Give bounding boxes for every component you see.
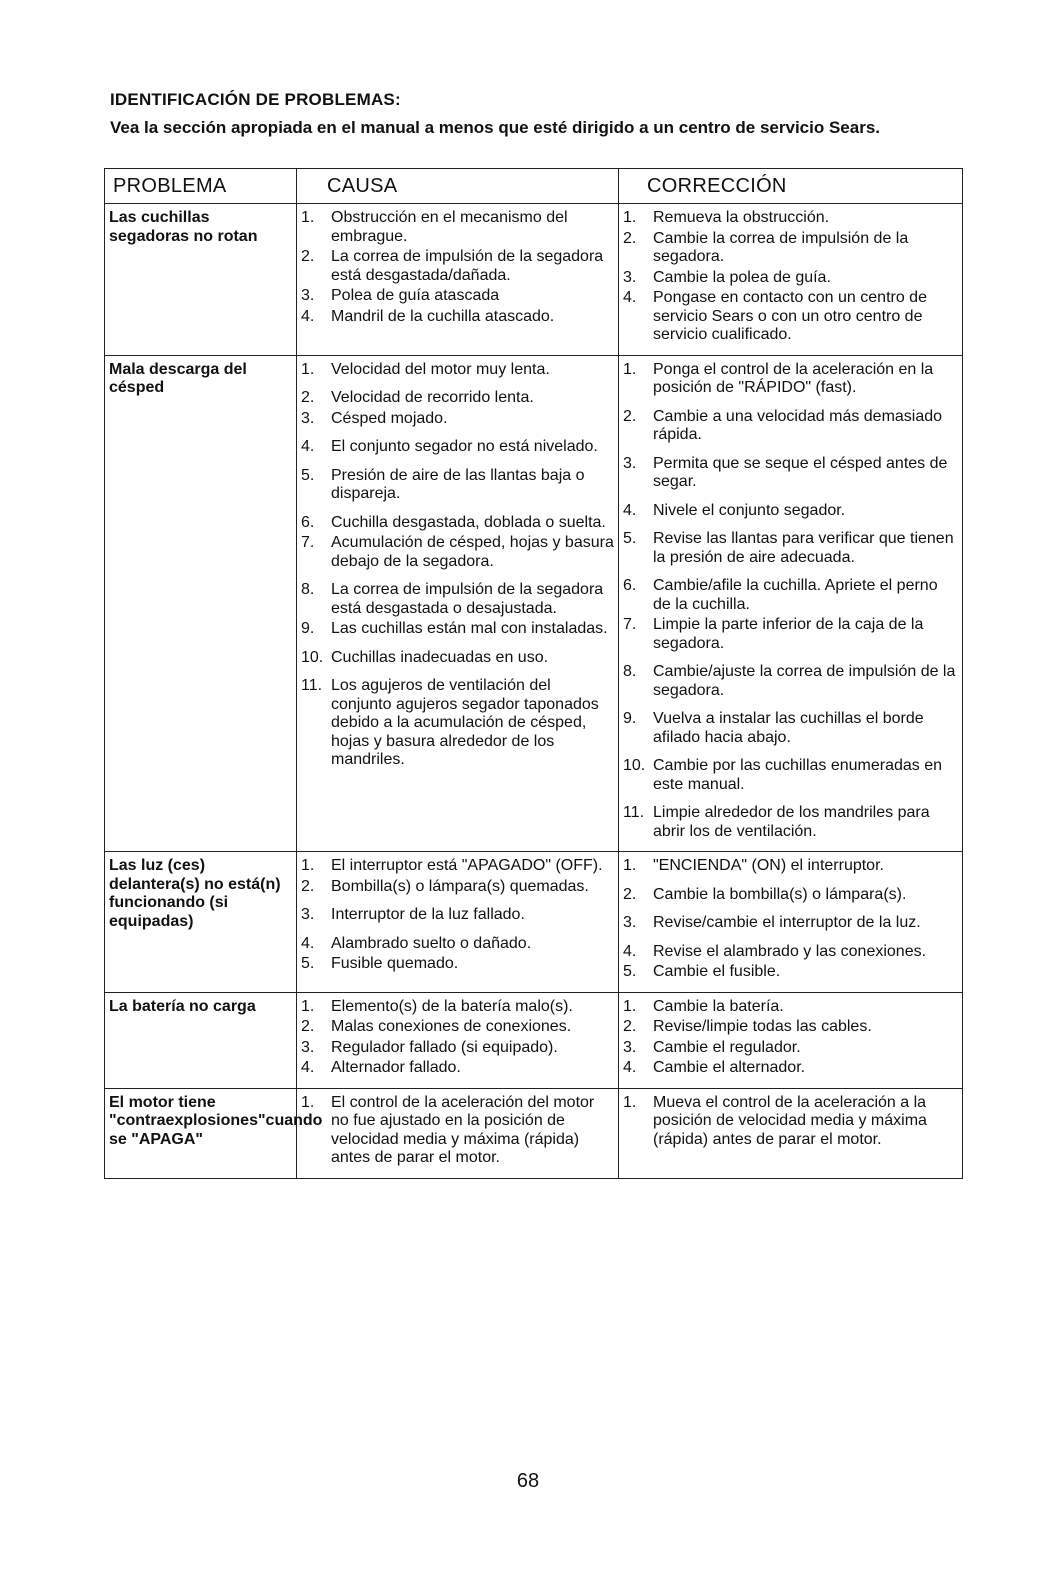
correction-list (623, 1094, 958, 1150)
table-row (105, 204, 963, 356)
list-item (623, 455, 958, 492)
item-number: 5. (623, 963, 637, 980)
cause-cell (297, 852, 619, 993)
item-text: Cambie la correa de impulsión de la segadora. (653, 229, 909, 265)
item-text: Cuchillas inadecuadas en uso. (331, 648, 549, 666)
correction-list (623, 857, 958, 982)
item-text: Las cuchillas están mal con instaladas. (331, 620, 608, 637)
item-number: 3. (301, 287, 315, 304)
list-item (301, 955, 614, 974)
item-text: Nivele el conjunto segador. (653, 501, 846, 519)
cause-cell (297, 1088, 619, 1178)
list-item (301, 878, 614, 897)
list-item (623, 963, 958, 982)
cause-list (301, 857, 614, 974)
header-cause: CAUSA (297, 169, 619, 204)
item-number: 11. (301, 677, 323, 694)
header-correction: CORRECCIÓN (619, 169, 963, 204)
item-number: 10. (301, 648, 324, 666)
list-item (623, 1018, 958, 1037)
list-item (623, 710, 958, 747)
list-item (623, 408, 958, 445)
list-item (301, 534, 614, 571)
item-number: 9. (301, 620, 315, 637)
problem-cell: Las luz (ces) delantera(s) no está(n) funcionando (si equipadas) (105, 852, 297, 993)
table-row (105, 852, 963, 993)
item-number: 2. (623, 407, 637, 425)
list-item (301, 438, 614, 457)
intro-text: Vea la sección apropiada en el manual a menos que esté dirigido a un centro de servicio Sears. (110, 118, 881, 137)
item-text: Alternador fallado. (331, 1059, 461, 1076)
list-item (301, 248, 614, 285)
cause-cell (297, 992, 619, 1088)
item-number: 2. (301, 248, 315, 265)
list-item (301, 410, 614, 429)
item-number: 5. (623, 530, 637, 547)
item-number: 4. (623, 289, 637, 306)
list-item (301, 677, 614, 770)
item-number: 1. (301, 209, 315, 226)
item-text: La correa de impulsión de la segadora está desgastada/dañada. (331, 248, 604, 284)
cause-cell (297, 355, 619, 852)
item-text: Cuchilla desgastada, doblada o suelta. (331, 513, 606, 531)
item-number: 2. (623, 885, 637, 903)
list-item (301, 308, 614, 327)
list-item (623, 230, 958, 267)
item-text: Cambie el alternador. (653, 1059, 806, 1076)
item-number: 10. (623, 757, 646, 774)
list-item (301, 998, 614, 1017)
item-text: Césped mojado. (331, 409, 448, 427)
item-number: 2. (301, 389, 315, 406)
correction-cell (619, 1088, 963, 1178)
item-number: 1. (623, 209, 637, 226)
item-text: Acumulación de césped, hojas y basura debajo de la segadora. (331, 534, 614, 570)
item-number: 5. (301, 466, 315, 484)
list-item (301, 620, 614, 639)
table-body (105, 204, 963, 1179)
item-text: Alambrado suelto o dañado. (331, 934, 532, 952)
item-number: 3. (301, 1038, 315, 1056)
item-text: Cambie el fusible. (653, 963, 781, 980)
item-text: Remueva la obstrucción. (653, 209, 830, 226)
list-item (623, 616, 958, 653)
item-text: Revise/limpie todas las cables. (653, 1018, 872, 1035)
item-text: Regulador fallado (si equipado). (331, 1038, 558, 1056)
cause-cell (297, 204, 619, 356)
item-text: Bombilla(s) o lámpara(s) quemadas. (331, 877, 589, 895)
cause-list (301, 998, 614, 1078)
table-row (105, 992, 963, 1088)
list-item (623, 530, 958, 567)
item-number: 1. (623, 360, 637, 378)
table-row (105, 355, 963, 852)
correction-cell (619, 852, 963, 993)
list-item (301, 857, 614, 876)
item-text: Cambie/afile la cuchilla. Apriete el perno de la cuchilla. (653, 577, 938, 613)
item-number: 1. (301, 857, 315, 874)
item-number: 3. (623, 1038, 637, 1056)
list-item (623, 361, 958, 398)
correction-list (623, 209, 958, 345)
correction-cell (619, 355, 963, 852)
list-item (301, 1018, 614, 1037)
list-item (623, 502, 958, 521)
item-number: 1. (623, 1093, 637, 1111)
problem-cell: El motor tiene "contraexplosiones"cuando se "APAGA" (105, 1088, 297, 1178)
item-number: 2. (623, 1018, 637, 1035)
list-item (301, 581, 614, 618)
item-text: Cambie la bombilla(s) o lámpara(s). (653, 885, 907, 903)
list-item (301, 389, 614, 408)
correction-list (623, 998, 958, 1078)
item-text: La correa de impulsión de la segadora está desgastada o desajustada. (331, 581, 604, 617)
list-item (301, 649, 614, 668)
item-number: 1. (623, 857, 637, 874)
list-item (623, 857, 958, 876)
list-item (623, 886, 958, 905)
item-text: Cambie la polea de guía. (653, 268, 831, 286)
troubleshooting-table (104, 168, 963, 1179)
item-number: 1. (301, 1093, 315, 1111)
table-header-row (105, 169, 963, 204)
item-text: Malas conexiones de conexiones. (331, 1018, 572, 1035)
item-number: 6. (623, 577, 637, 594)
item-text: Vuelva a instalar las cuchillas el borde afilado hacia abajo. (653, 710, 924, 746)
item-text: Cambie el regulador. (653, 1038, 801, 1056)
item-text: Cambie la batería. (653, 997, 784, 1015)
item-number: 5. (301, 955, 315, 972)
item-number: 8. (623, 663, 637, 680)
list-item (623, 1039, 958, 1058)
list-item (301, 1039, 614, 1058)
item-text: Fusible quemado. (331, 955, 459, 972)
cause-list (301, 209, 614, 326)
correction-cell (619, 992, 963, 1088)
item-number: 1. (623, 997, 637, 1015)
list-item (623, 804, 958, 841)
correction-list (623, 361, 958, 842)
item-number: 7. (301, 534, 315, 551)
problem-cell: Las cuchillas segadoras no rotan (105, 204, 297, 356)
list-item (301, 935, 614, 954)
list-item (301, 1059, 614, 1078)
item-text: Elemento(s) de la batería malo(s). (331, 997, 573, 1015)
item-number: 4. (623, 1059, 637, 1076)
item-text: Cambie a una velocidad más demasiado rápida. (653, 407, 943, 443)
item-number: 3. (301, 409, 315, 427)
list-item (301, 1094, 614, 1168)
item-number: 4. (623, 501, 637, 519)
item-text: El conjunto segador no está nivelado. (331, 438, 598, 455)
item-text: Limpie alrededor de los mandriles para abrir los de ventilación. (653, 804, 930, 840)
item-text: Mueva el control de la aceleración a la posición de velocidad media y máxima (rápida) antes de parar el motor. (653, 1093, 927, 1148)
item-text: Los agujeros de ventilación del conjunto agujeros segador taponados debido a la acumulación de césped, hojas y basura alrededor de los mandriles. (331, 677, 599, 768)
item-text: Ponga el control de la aceleración en la posición de "RÁPIDO" (fast). (653, 360, 934, 396)
item-text: Obstrucción en el mecanismo del embrague. (331, 209, 568, 245)
list-item (301, 467, 614, 504)
list-item (301, 361, 614, 380)
correction-cell (619, 204, 963, 356)
item-number: 1. (301, 360, 315, 378)
list-item (301, 209, 614, 246)
item-number: 4. (301, 1059, 315, 1076)
item-number: 3. (623, 268, 637, 286)
item-text: "ENCIENDA" (ON) el interruptor. (653, 857, 884, 874)
cause-list (301, 361, 614, 770)
list-item (623, 209, 958, 228)
item-text: Cambie por las cuchillas enumeradas en este manual. (653, 757, 943, 793)
item-text: Revise/cambie el interruptor de la luz. (653, 914, 921, 931)
item-number: 4. (301, 934, 315, 952)
problem-cell: La batería no carga (105, 992, 297, 1088)
list-item (623, 289, 958, 345)
cause-list (301, 1094, 614, 1168)
list-item (623, 663, 958, 700)
item-text: Cambie/ajuste la correa de impulsión de la segadora. (653, 663, 956, 699)
problem-cell: Mala descarga del césped (105, 355, 297, 852)
item-text: Presión de aire de las llantas baja o dispareja. (331, 466, 585, 502)
list-item (623, 943, 958, 962)
item-number: 4. (301, 307, 315, 325)
item-number: 4. (301, 438, 315, 455)
item-number: 4. (623, 942, 637, 960)
item-text: Velocidad de recorrido lenta. (331, 389, 534, 406)
item-number: 3. (623, 914, 637, 931)
item-text: Revise el alambrado y las conexiones. (653, 942, 927, 960)
item-text: Pongase en contacto con un centro de servicio Sears o con un otro centro de servicio cualificado. (653, 289, 927, 343)
item-text: Limpie la parte inferior de la caja de la segadora. (653, 616, 924, 652)
item-text: El control de la aceleración del motor no fue ajustado en la posición de velocidad media y máxima (rápida) antes de parar el motor. (331, 1093, 595, 1166)
list-item (623, 269, 958, 288)
list-item (623, 1059, 958, 1078)
item-number: 1. (301, 997, 315, 1015)
item-text: Velocidad del motor muy lenta. (331, 360, 550, 378)
item-number: 7. (623, 616, 637, 633)
item-number: 8. (301, 581, 315, 598)
list-item (301, 514, 614, 533)
item-text: El interruptor está "APAGADO" (OFF). (331, 857, 603, 874)
item-text: Polea de guía atascada (331, 287, 500, 304)
section-heading: IDENTIFICACIÓN DE PROBLEMAS: (110, 90, 401, 109)
item-number: 2. (623, 229, 637, 247)
item-number: 3. (301, 906, 315, 923)
table-row (105, 1088, 963, 1178)
page-number: 68 (516, 1470, 540, 1492)
item-number: 2. (301, 877, 315, 895)
item-text: Permita que se seque el césped antes de segar. (653, 454, 948, 490)
list-item (301, 287, 614, 306)
list-item (623, 914, 958, 933)
item-text: Mandril de la cuchilla atascado. (331, 307, 555, 325)
item-number: 6. (301, 513, 315, 531)
item-number: 11. (623, 804, 645, 821)
item-text: Interruptor de la luz fallado. (331, 906, 525, 923)
list-item (623, 1094, 958, 1150)
item-number: 2. (301, 1018, 315, 1035)
header-problem: PROBLEMA (105, 169, 297, 204)
item-number: 9. (623, 710, 637, 727)
list-item (623, 757, 958, 794)
list-item (623, 577, 958, 614)
item-number: 3. (623, 454, 637, 472)
item-text: Revise las llantas para verificar que tienen la presión de aire adecuada. (653, 530, 954, 566)
list-item (623, 998, 958, 1017)
list-item (301, 906, 614, 925)
